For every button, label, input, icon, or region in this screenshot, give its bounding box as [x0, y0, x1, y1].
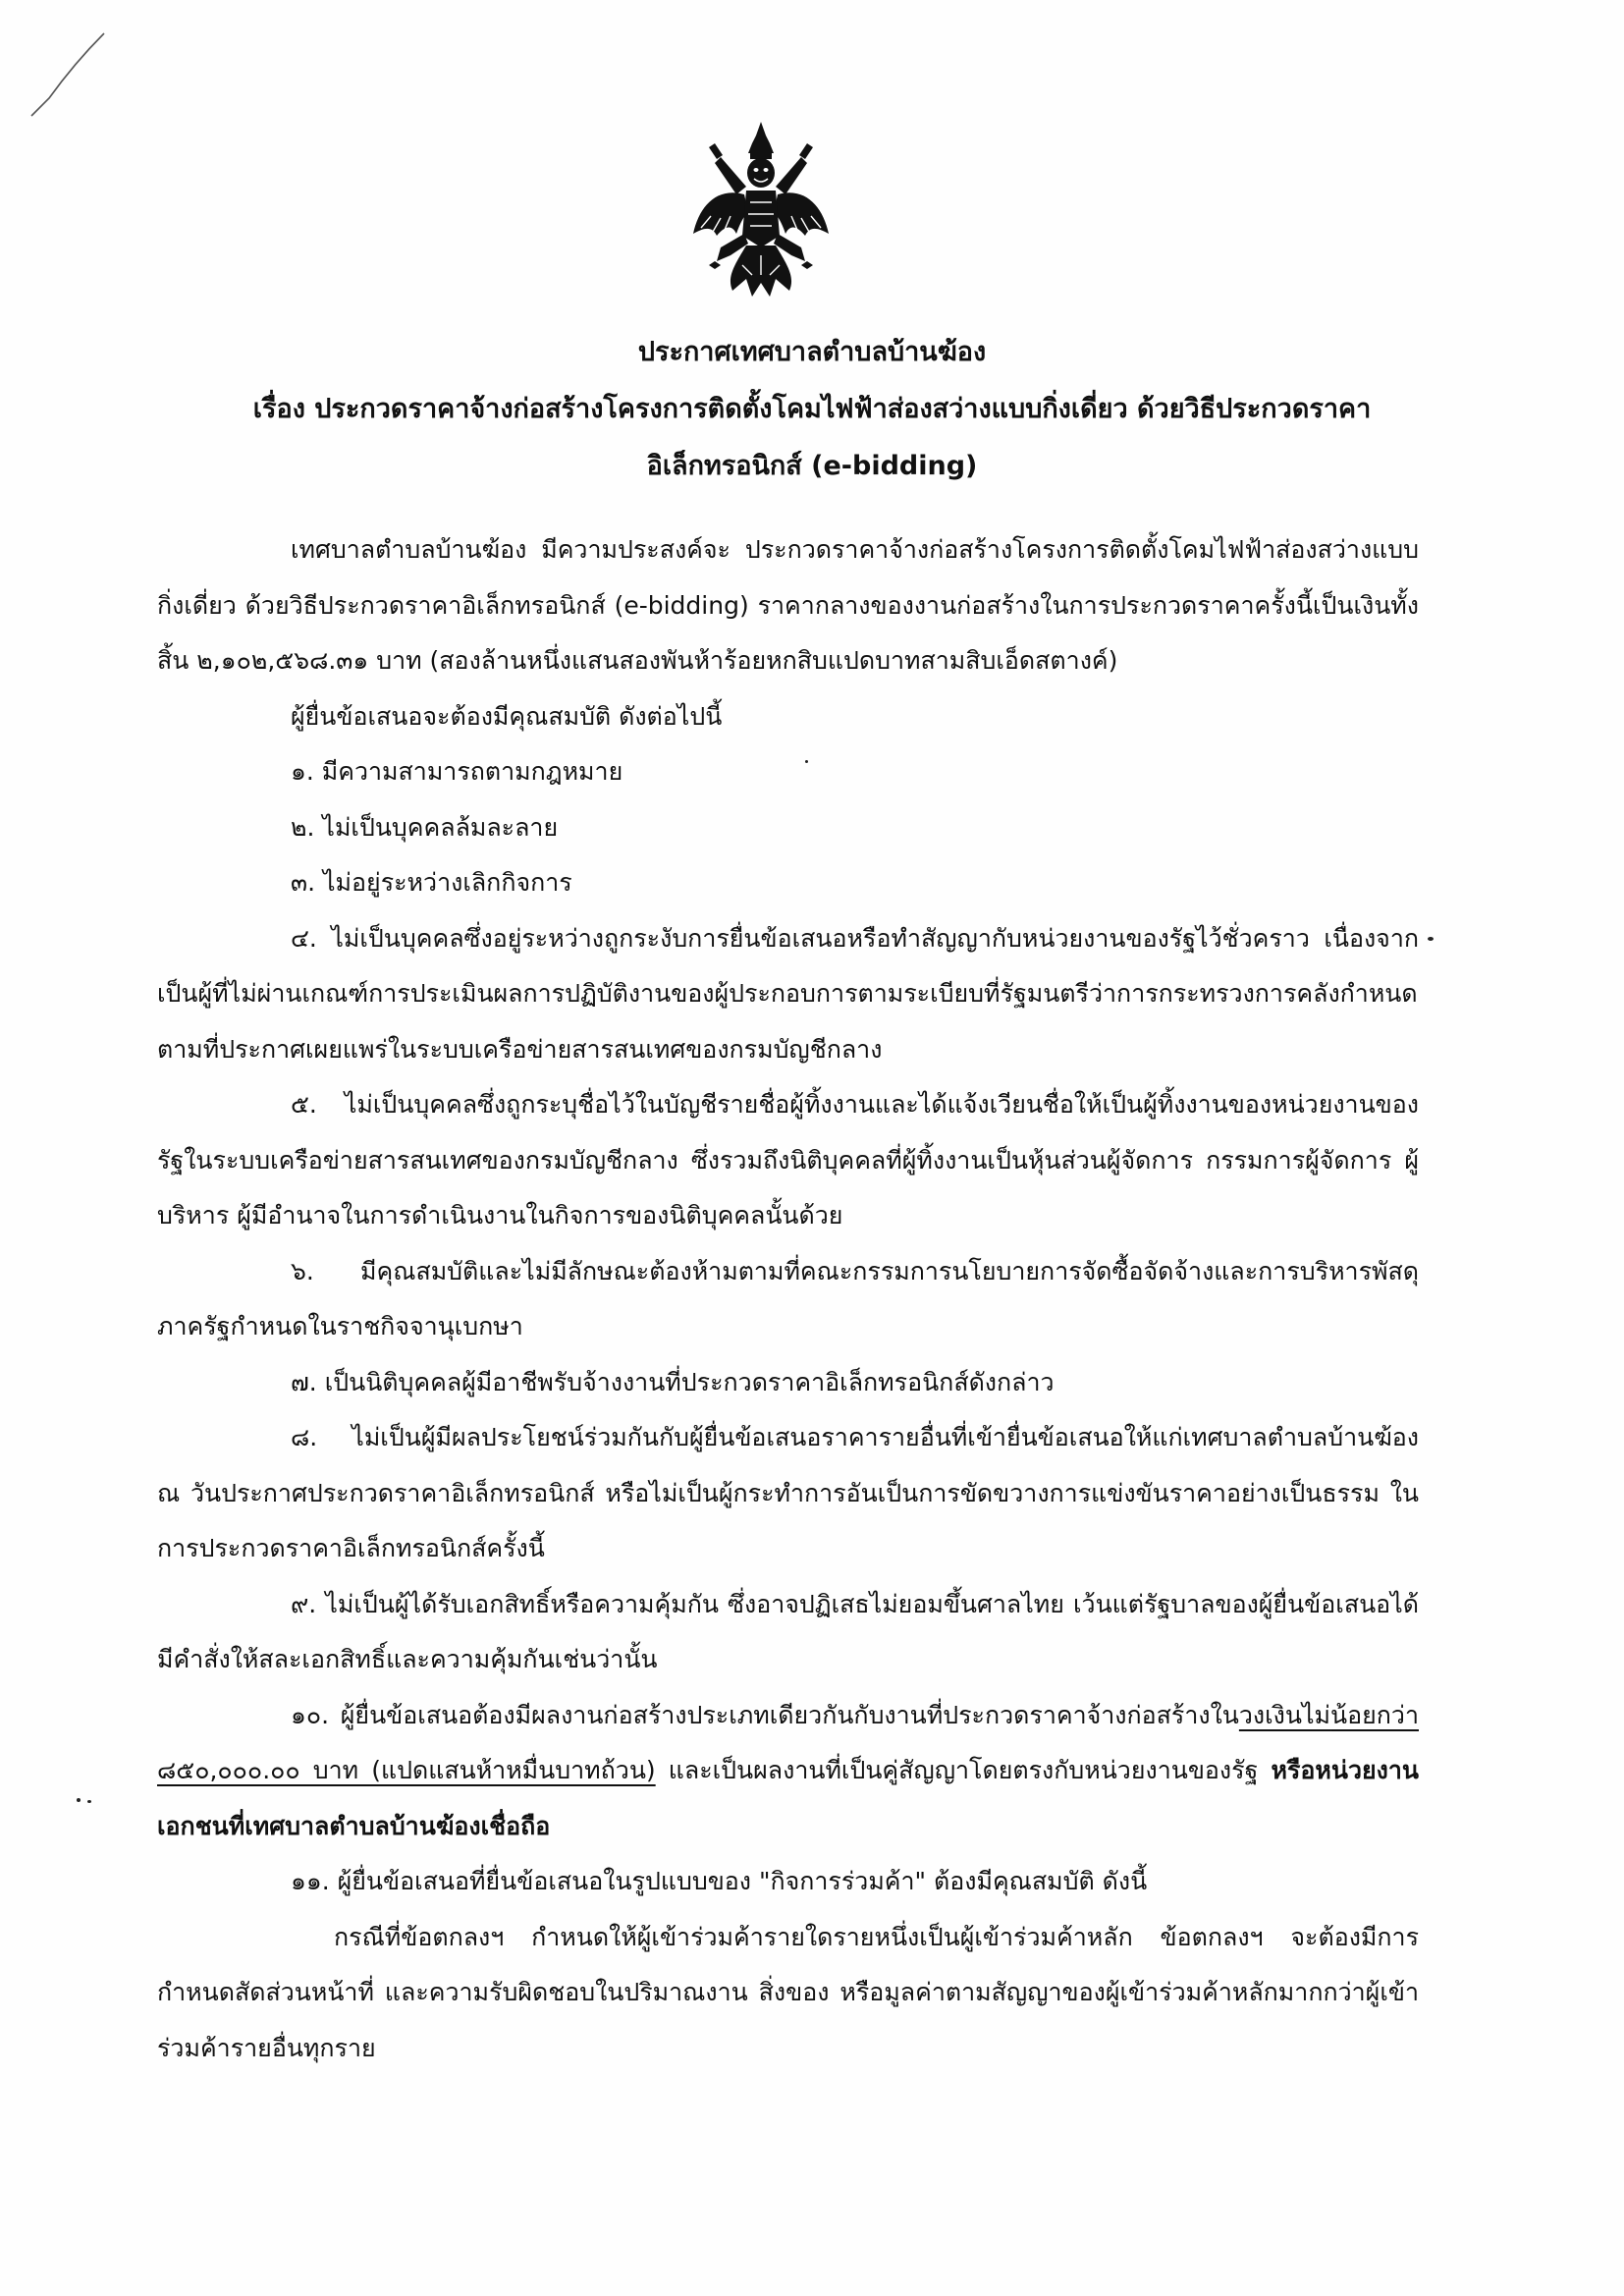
qualification-item-1: ๑. มีความสามารถตามกฎหมาย — [291, 757, 623, 786]
item10-text-c: หรือหน่วยงานเอกชนที่เทศบาลตำบลบ้านฆ้องเชื่อถือ — [157, 1756, 1419, 1840]
item10-underlined-amount-a: วงเงินไม่ — [1238, 1700, 1331, 1729]
qualification-item-10 — [157, 1688, 1419, 1855]
qualification-item-5: ๕. ไม่เป็นบุคคลซึ่งถูกระบุชื่อไว้ในบัญชีรายชื่อผู้ทิ้งงานและได้แจ้งเวียนชื่อให้เป็นผู้ทิ้งงานของหน่วยงานของรัฐในระบบเครือข่ายสารสนเทศของกรมบัญชีกลาง ซึ่งรวมถึงนิติบุคคลที่ผู้ทิ้งงานเป็นหุ้นส่วนผู้จัดการ กรรมการผู้จัดการ ผู้บริหาร ผู้มีอำนาจในการดำเนินงานในกิจการของนิติบุคคลนั้นด้วย — [157, 1090, 1419, 1230]
intro-paragraph: เทศบาลตำบลบ้านฆ้อง มีความประสงค์จะ ประกวดราคาจ้างก่อสร้างโครงการติดตั้งโคมไฟฟ้าส่องสว่างแบบกิ่งเดี่ยว ด้วยวิธีประกวดราคาอิเล็กทรอนิกส์ (e-bidding) ราคากลางของงานก่อสร้างในการประกวดราคาครั้งนี้เป็นเงินทั้งสิ้น ๒,๑๐๒,๕๖๘.๓๑ บาท (สองล้านหนึ่งแสนสองพันห้าร้อยหกสิบแปดบาทสามสิบเอ็ดสตางค์) — [157, 535, 1419, 675]
scan-speck — [1428, 937, 1434, 941]
item10-text-a: ๑๐. ผู้ยื่นข้อเสนอต้องมีผลงานก่อสร้างประเภทเดียวกันกับงานที่ประกวดราคาจ้างก่อสร้างใน — [291, 1700, 1239, 1729]
qualification-item-7: ๗. เป็นนิติบุคคลผู้มีอาชีพรับจ้างงานที่ประกวดราคาอิเล็กทรอนิกส์ดังกล่าว — [291, 1367, 1055, 1396]
title-line-1: ประกาศเทศบาลตำบลบ้านฆ้อง — [637, 337, 987, 367]
qualification-item-6: ๖. มีคุณสมบัติและไม่มีลักษณะต้องห้ามตามที่คณะกรรมการนโยบายการจัดซื้อจัดจ้างและการบริหารพัสดุภาครัฐกำหนดในราชกิจจานุเบกษา — [157, 1256, 1419, 1340]
qualification-heading: ผู้ยื่นข้อเสนอจะต้องมีคุณสมบัติ ดังต่อไปนี้ — [291, 701, 723, 731]
title-line-2: เรื่อง ประกวดราคาจ้างก่อสร้างโครงการติดตั้งโคมไฟฟ้าส่องสว่างแบบกิ่งเดี่ยว ด้วยวิธีประกวดราคา — [252, 394, 1372, 424]
joint-venture-paragraph: กรณีที่ข้อตกลงฯ กำหนดให้ผู้เข้าร่วมค้ารายใดรายหนึ่งเป็นผู้เข้าร่วมค้าหลัก ข้อตกลงฯ จะต้องมีการกำหนดสัดส่วนหน้าที่ และความรับผิดชอบในปริมาณงาน สิ่งของ หรือมูลค่าตามสัญญาของผู้เข้าร่วมค้าหลักมากกว่าผู้เข้าร่วมค้ารายอื่นทุกราย — [157, 1922, 1419, 2062]
announcement-title — [157, 324, 1467, 495]
qualification-item-9: ๙. ไม่เป็นผู้ได้รับเอกสิทธิ์หรือความคุ้มกัน ซึ่งอาจปฏิเสธไม่ยอมขึ้นศาลไทย เว้นแต่รัฐบาลของผู้ยื่นข้อเสนอได้มีคำสั่งให้สละเอกสิทธิ์และความคุ้มกันเช่นว่านั้น — [157, 1589, 1419, 1673]
scan-speck — [77, 1798, 81, 1802]
qualification-item-11: ๑๑. ผู้ยื่นข้อเสนอที่ยื่นข้อเสนอในรูปแบบของ "กิจการร่วมค้า" ต้องมีคุณสมบัติ ดังนี้ — [291, 1867, 1148, 1895]
scan-pen-stroke — [27, 29, 106, 118]
qualification-item-3: ๓. ไม่อยู่ระหว่างเลิกกิจการ — [291, 868, 572, 897]
qualification-item-4: ๔. ไม่เป็นบุคคลซึ่งอยู่ระหว่างถูกระงับการยื่นข้อเสนอหรือทำสัญญากับหน่วยงานของรัฐไว้ชั่วคราว เนื่องจากเป็นผู้ที่ไม่ผ่านเกณฑ์การประเมินผลการปฏิบัติงานของผู้ประกอบการตามระเบียบที่รัฐมนตรีว่าการกระทรวงการคลังกำหนดตามที่ประกาศเผยแพร่ในระบบเครือข่ายสารสนเทศของกรมบัญชีกลาง — [157, 923, 1419, 1064]
scan-speck — [805, 760, 808, 763]
item10-underlined-amount-b: น้อยกว่า ๘๕๐,๐๐๐.๐๐ บาท (แปดแสนห้าหมื่นบาทถ้วน) — [157, 1700, 1419, 1784]
qualification-item-2: ๒. ไม่เป็นบุคคลล้มละลาย — [291, 812, 559, 842]
announcement-body — [157, 522, 1419, 2076]
scan-speck — [87, 1800, 91, 1803]
qualification-item-8: ๘. ไม่เป็นผู้มีผลประโยชน์ร่วมกันกับผู้ยื่นข้อเสนอราคารายอื่นที่เข้ายื่นข้อเสนอให้แก่เทศบาลตำบลบ้านฆ้อง ณ วันประกาศประกวดราคาอิเล็กทรอนิกส์ หรือไม่เป็นผู้กระทำการอันเป็นการขัดขวางการแข่งขันราคาอย่างเป็นธรรม ในการประกวดราคาอิเล็กทรอนิกส์ครั้งนี้ — [157, 1423, 1419, 1562]
item10-text-b: และเป็นผลงานที่เป็นคู่สัญญาโดยตรงกับหน่วยงานของรัฐ — [655, 1756, 1259, 1784]
garuda-emblem-icon — [687, 118, 835, 304]
title-line-3: อิเล็กทรอนิกส์ (e-bidding) — [646, 451, 978, 481]
